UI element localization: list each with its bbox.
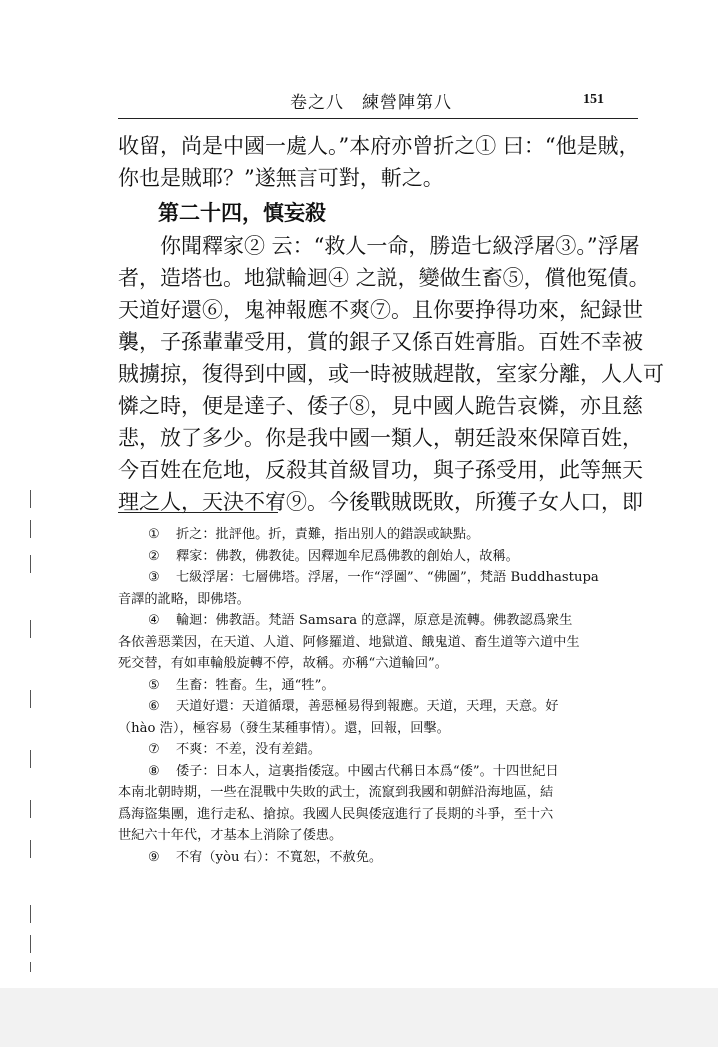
footnote-marker: ⑦ bbox=[148, 742, 160, 757]
text-line: 襲，子孫輩輩受用，賞的銀子又係百姓膏脂。百姓不幸被 bbox=[118, 330, 643, 354]
footnote-marker: ⑤ bbox=[148, 677, 160, 693]
text-line: 者，造塔也。地獄輪迴④ 之説，變做生畜⑤，償他冤債。 bbox=[118, 266, 650, 290]
text-line: 今百姓在危地，反殺其首級冒功，與子孫受用，此等無天 bbox=[118, 458, 643, 482]
footnote-marker: ② bbox=[148, 548, 160, 564]
footnote-text: 不宥（yòu 右）：不寬恕，不赦免。 bbox=[176, 849, 383, 865]
footnote-text: 本南北朝時期，一些在混戰中失敗的武士，流竄到我國和朝鮮沿海地區，結 bbox=[118, 785, 554, 800]
footnote-marker: ① bbox=[148, 527, 160, 542]
footnote-marker: ⑧ bbox=[148, 763, 160, 779]
footnote-text: （hào 浩），極容易（發生某種事情）。還，回報，回擊。 bbox=[118, 720, 450, 736]
margin-mark bbox=[30, 840, 31, 858]
main-text bbox=[118, 130, 664, 518]
text-line: 憐之時，便是達子、倭子⑧，見中國人跪告哀憐，亦且慈 bbox=[118, 394, 643, 418]
footnote-text: 音譯的訛略，即佛塔。 bbox=[118, 591, 250, 607]
text-line: 理之人，天決不宥⑨。今後戰賊既敗，所獲子女人口，即 bbox=[118, 490, 643, 514]
footnote bbox=[118, 696, 638, 739]
footnote-text: 生畜：牲畜。生，通“牲”。 bbox=[176, 677, 335, 693]
text-line: 天道好還⑥，鬼神報應不爽⑦。且你要挣得功來，紀録世 bbox=[118, 298, 643, 322]
footnote-marker: ⑥ bbox=[148, 699, 160, 714]
scan-bottom-margin bbox=[0, 988, 718, 1047]
footnote-text: 輪迴：佛教語。梵語 Samsara 的意譯，原意是流轉。佛教認爲衆生 bbox=[176, 613, 573, 628]
footnote-text: 各依善惡業因，在天道、人道、阿修羅道、地獄道、餓鬼道、畜生道等六道中生 bbox=[118, 634, 580, 650]
page-number: 151 bbox=[583, 92, 604, 107]
footnote bbox=[118, 675, 638, 697]
footnote-text: 世紀六十年代，才基本上消除了倭患。 bbox=[118, 828, 343, 843]
text-line: 你也是賊耶？”遂無言可對，斬之。 bbox=[118, 166, 444, 190]
margin-mark bbox=[30, 690, 31, 708]
margin-mark bbox=[30, 962, 31, 972]
margin-mark bbox=[30, 490, 31, 508]
text-line: 收留，尚是中國一處人。”本府亦曾折之① 曰：“他是賊， bbox=[118, 134, 640, 158]
text-line: 悲，放了多少。你是我中國一類人，朝廷設來保障百姓， bbox=[118, 426, 643, 450]
margin-mark bbox=[30, 620, 31, 638]
footnote bbox=[118, 739, 638, 761]
header-rule bbox=[118, 118, 638, 119]
footnote bbox=[118, 847, 638, 869]
chapter-title: 卷之八 練營陣第八 bbox=[290, 93, 452, 113]
footnote-text: 倭子：日本人，這裏指倭寇。中國古代稱日本爲“倭”。十四世紀日 bbox=[176, 763, 559, 779]
footnote-marker: ④ bbox=[148, 613, 160, 628]
footnote-marker: ③ bbox=[148, 570, 160, 585]
margin-mark bbox=[30, 555, 31, 573]
margin-mark bbox=[30, 750, 31, 768]
footnote-text: 不爽：不差，没有差錯。 bbox=[176, 742, 322, 757]
footnote-text: 天道好還：天道循環，善惡極易得到報應。天道，天理，天意。好 bbox=[176, 699, 559, 714]
footnote-text: 七級浮屠：七層佛塔。浮屠，一作“浮圖”、“佛圖”，梵語 Buddhastupa bbox=[176, 570, 599, 585]
text-line: 你聞釋家② 云：“救人一命，勝造七級浮屠③。”浮屠 bbox=[160, 234, 640, 258]
margin-mark bbox=[30, 520, 31, 538]
footnote bbox=[118, 761, 638, 847]
footnote-text: 折之：批評他。折，責難，指出别人的錯誤或缺點。 bbox=[176, 527, 480, 542]
running-header bbox=[118, 88, 638, 112]
footnote-rule bbox=[118, 512, 278, 513]
margin-mark bbox=[30, 800, 31, 818]
footnote bbox=[118, 610, 638, 675]
footnote-text: 釋家：佛教，佛教徒。因釋迦牟尼爲佛教的創始人，故稱。 bbox=[176, 548, 519, 564]
footnote-marker: ⑨ bbox=[148, 849, 160, 865]
margin-mark bbox=[30, 935, 31, 953]
footnotes bbox=[118, 524, 638, 868]
footnote bbox=[118, 546, 638, 568]
text-line: 賊擄掠，復得到中國，或一時被賊趕散，室家分離，人人可 bbox=[118, 362, 664, 386]
footnote bbox=[118, 524, 638, 546]
section-heading: 第二十四，慎妄殺 bbox=[158, 200, 326, 225]
footnote bbox=[118, 567, 638, 610]
margin-mark bbox=[30, 905, 31, 923]
footnote-text: 死交替，有如車輪般旋轉不停，故稱。亦稱“六道輪回”。 bbox=[118, 656, 448, 671]
footnote-text: 爲海盜集團，進行走私、搶掠。我國人民與倭寇進行了長期的斗爭，至十六 bbox=[118, 806, 554, 822]
